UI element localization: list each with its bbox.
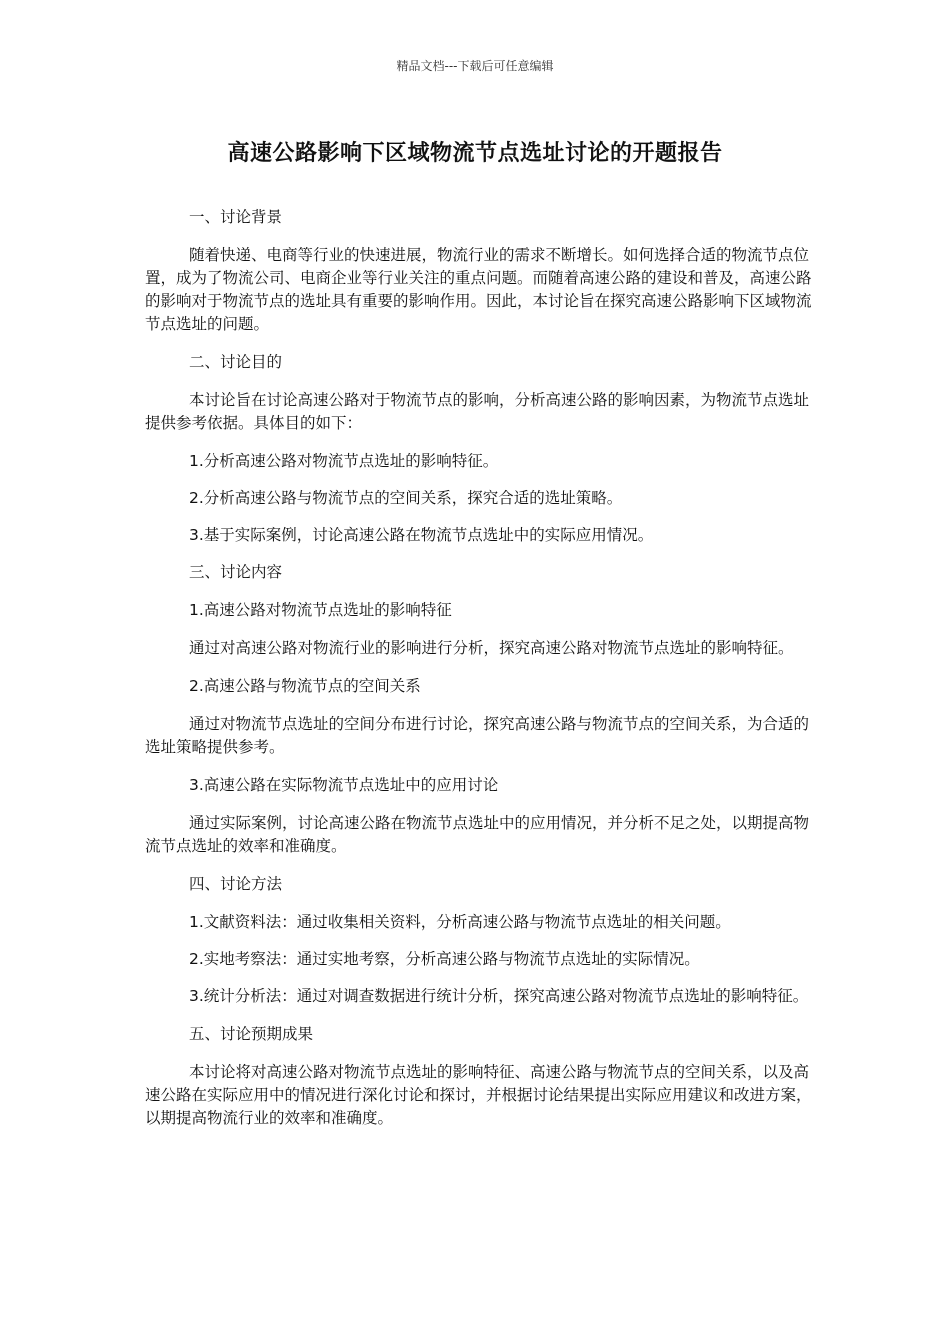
content-paragraph-2: 通过对物流节点选址的空间分布进行讨论，探究高速公路与物流节点的空间关系，为合适的选址策略提供参考。: [145, 715, 810, 756]
purpose-item-3: 3.基于实际案例，讨论高速公路在物流节点选址中的实际应用情况。: [189, 526, 654, 544]
document-title: 高速公路影响下区域物流节点选址讨论的开题报告: [227, 141, 723, 166]
section-heading-content: 三、讨论内容: [189, 563, 283, 581]
section-heading-purpose: 二、讨论目的: [189, 353, 283, 371]
method-item-3: 3.统计分析法：通过对调查数据进行统计分析，探究高速公路对物流节点选址的影响特征。: [189, 987, 809, 1005]
content-paragraph-3: 通过实际案例，讨论高速公路在物流节点选址中的应用情况，并分析不足之处，以期提高物流节点选址的效率和准确度。: [145, 814, 810, 855]
section-heading-methods: 四、讨论方法: [189, 875, 283, 893]
method-item-2: 2.实地考察法：通过实地考察，分析高速公路与物流节点选址的实际情况。: [189, 950, 700, 968]
method-item-1: 1.文献资料法：通过收集相关资料，分析高速公路与物流节点选址的相关问题。: [189, 913, 731, 931]
document-body: [145, 206, 815, 1145]
header-note: 精品文档---下载后可任意编辑: [396, 59, 554, 73]
purpose-item-1: 1.分析高速公路对物流节点选址的影响特征。: [189, 452, 499, 470]
content-subheading-3: 3.高速公路在实际物流节点选址中的应用讨论: [189, 776, 499, 794]
content-subheading-1: 1.高速公路对物流节点选址的影响特征: [189, 601, 452, 619]
section-heading-outcomes: 五、讨论预期成果: [189, 1025, 314, 1043]
content-paragraph-1: 通过对高速公路对物流行业的影响进行分析，探究高速公路对物流节点选址的影响特征。: [189, 639, 794, 657]
content-subheading-2: 2.高速公路与物流节点的空间关系: [189, 677, 421, 695]
section-heading-background: 一、讨论背景: [189, 208, 283, 226]
paragraph-background: 随着快递、电商等行业的快速进展，物流行业的需求不断增长。如何选择合适的物流节点位置，成为了物流公司、电商企业等行业关注的重点问题。而随着高速公路的建设和普及，高速公路的影响对于物流节点的选址具有重要的影响作用。因此，本讨论旨在探究高速公路影响下区域物流节点选址的问题。: [145, 246, 812, 333]
purpose-item-2: 2.分析高速公路与物流节点的空间关系，探究合适的选址策略。: [189, 489, 623, 507]
paragraph-purpose: 本讨论旨在讨论高速公路对于物流节点的影响，分析高速公路的影响因素，为物流节点选址提供参考依据。具体目的如下：: [145, 391, 810, 432]
paragraph-outcomes: 本讨论将对高速公路对物流节点选址的影响特征、高速公路与物流节点的空间关系，以及高速公路在实际应用中的情况进行深化讨论和探讨，并根据讨论结果提出实际应用建议和改进方案，以期提高物流行业的效率和准确度。: [145, 1063, 812, 1127]
